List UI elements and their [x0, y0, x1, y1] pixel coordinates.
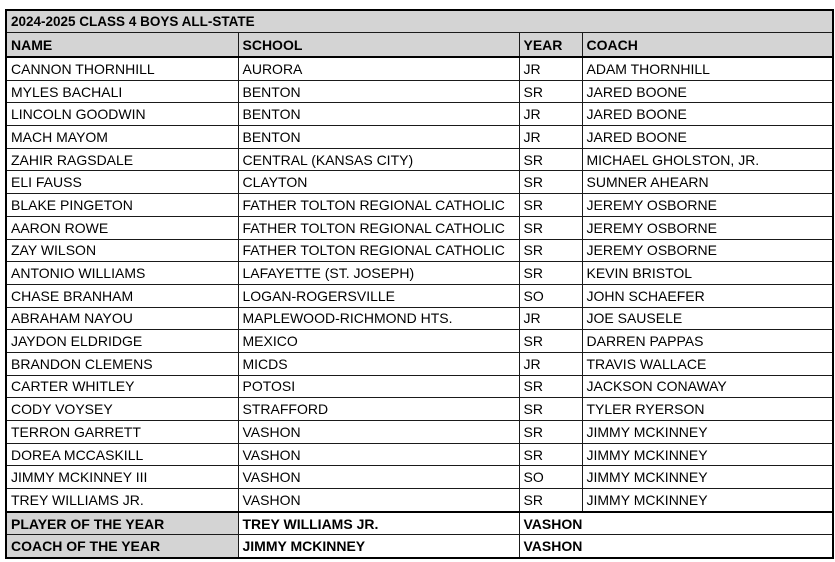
year-cell: JR	[519, 57, 582, 80]
table-row	[6, 262, 833, 285]
player-name-cell: CARTER WHITLEY	[6, 375, 238, 398]
year-cell: SO	[519, 466, 582, 489]
school-cell: FATHER TOLTON REGIONAL CATHOLIC	[238, 216, 519, 239]
award-school: VASHON	[519, 535, 833, 558]
coach-cell: JEREMY OSBORNE	[582, 239, 833, 262]
player-name-cell: BRANDON CLEMENS	[6, 352, 238, 375]
award-winner: JIMMY MCKINNEY	[238, 535, 519, 558]
table-row	[6, 148, 833, 171]
school-cell: MICDS	[238, 352, 519, 375]
player-name-cell: ANTONIO WILLIAMS	[6, 262, 238, 285]
header-school: SCHOOL	[238, 33, 519, 58]
award-label: PLAYER OF THE YEAR	[6, 512, 238, 535]
year-cell: JR	[519, 307, 582, 330]
coach-cell: TYLER RYERSON	[582, 398, 833, 421]
table-row	[6, 216, 833, 239]
year-cell: SR	[519, 171, 582, 194]
table-row	[6, 489, 833, 512]
table-row	[6, 126, 833, 149]
all-state-table	[5, 9, 834, 559]
school-cell: MEXICO	[238, 330, 519, 353]
player-name-cell: CHASE BRANHAM	[6, 284, 238, 307]
school-cell: VASHON	[238, 466, 519, 489]
coach-cell: KEVIN BRISTOL	[582, 262, 833, 285]
table-row	[6, 57, 833, 80]
table-row	[6, 330, 833, 353]
title-row	[6, 10, 833, 33]
year-cell: JR	[519, 103, 582, 126]
year-cell: SR	[519, 330, 582, 353]
year-cell: SR	[519, 443, 582, 466]
coach-cell: JOHN SCHAEFER	[582, 284, 833, 307]
award-winner: TREY WILLIAMS JR.	[238, 512, 519, 535]
player-name-cell: CANNON THORNHILL	[6, 57, 238, 80]
player-name-cell: ABRAHAM NAYOU	[6, 307, 238, 330]
header-coach: COACH	[582, 33, 833, 58]
school-cell: CENTRAL (KANSAS CITY)	[238, 148, 519, 171]
header-name: NAME	[6, 33, 238, 58]
school-cell: BENTON	[238, 126, 519, 149]
coach-cell: JEREMY OSBORNE	[582, 216, 833, 239]
coach-cell: JIMMY MCKINNEY	[582, 489, 833, 512]
player-name-cell: DOREA MCCASKILL	[6, 443, 238, 466]
coach-cell: JIMMY MCKINNEY	[582, 443, 833, 466]
header-row	[6, 33, 833, 58]
coach-cell: JARED BOONE	[582, 126, 833, 149]
player-name-cell: MYLES BACHALI	[6, 80, 238, 103]
player-name-cell: LINCOLN GOODWIN	[6, 103, 238, 126]
award-row	[6, 535, 833, 558]
player-name-cell: TERRON GARRETT	[6, 421, 238, 444]
school-cell: AURORA	[238, 57, 519, 80]
school-cell: POTOSI	[238, 375, 519, 398]
coach-cell: JEREMY OSBORNE	[582, 194, 833, 217]
player-name-cell: JIMMY MCKINNEY III	[6, 466, 238, 489]
player-name-cell: ZAY WILSON	[6, 239, 238, 262]
school-cell: CLAYTON	[238, 171, 519, 194]
school-cell: STRAFFORD	[238, 398, 519, 421]
coach-cell: JOE SAUSELE	[582, 307, 833, 330]
school-cell: VASHON	[238, 443, 519, 466]
table-row	[6, 239, 833, 262]
coach-cell: DARREN PAPPAS	[582, 330, 833, 353]
table-row	[6, 194, 833, 217]
coach-cell: JIMMY MCKINNEY	[582, 466, 833, 489]
year-cell: SR	[519, 489, 582, 512]
table-row	[6, 352, 833, 375]
coach-cell: JIMMY MCKINNEY	[582, 421, 833, 444]
year-cell: SR	[519, 375, 582, 398]
player-name-cell: ELI FAUSS	[6, 171, 238, 194]
table-row	[6, 443, 833, 466]
school-cell: LOGAN-ROGERSVILLE	[238, 284, 519, 307]
header-year: YEAR	[519, 33, 582, 58]
school-cell: FATHER TOLTON REGIONAL CATHOLIC	[238, 239, 519, 262]
table-title: 2024-2025 CLASS 4 BOYS ALL-STATE	[6, 10, 833, 33]
year-cell: SO	[519, 284, 582, 307]
school-cell: LAFAYETTE (ST. JOSEPH)	[238, 262, 519, 285]
school-cell: BENTON	[238, 80, 519, 103]
award-label: COACH OF THE YEAR	[6, 535, 238, 558]
coach-cell: ADAM THORNHILL	[582, 57, 833, 80]
year-cell: SR	[519, 239, 582, 262]
year-cell: SR	[519, 148, 582, 171]
school-cell: BENTON	[238, 103, 519, 126]
year-cell: SR	[519, 80, 582, 103]
year-cell: SR	[519, 398, 582, 421]
school-cell: VASHON	[238, 489, 519, 512]
table-row	[6, 421, 833, 444]
award-row	[6, 512, 833, 535]
player-name-cell: CODY VOYSEY	[6, 398, 238, 421]
player-name-cell: TREY WILLIAMS JR.	[6, 489, 238, 512]
table-body	[6, 10, 833, 558]
table-row	[6, 307, 833, 330]
award-school: VASHON	[519, 512, 833, 535]
coach-cell: JACKSON CONAWAY	[582, 375, 833, 398]
player-name-cell: AARON ROWE	[6, 216, 238, 239]
player-name-cell: MACH MAYOM	[6, 126, 238, 149]
year-cell: JR	[519, 352, 582, 375]
table-row	[6, 375, 833, 398]
year-cell: SR	[519, 216, 582, 239]
table-row	[6, 171, 833, 194]
player-name-cell: ZAHIR RAGSDALE	[6, 148, 238, 171]
year-cell: JR	[519, 126, 582, 149]
table-row	[6, 80, 833, 103]
player-name-cell: JAYDON ELDRIDGE	[6, 330, 238, 353]
table-row	[6, 466, 833, 489]
year-cell: SR	[519, 262, 582, 285]
table-row	[6, 398, 833, 421]
coach-cell: TRAVIS WALLACE	[582, 352, 833, 375]
school-cell: FATHER TOLTON REGIONAL CATHOLIC	[238, 194, 519, 217]
coach-cell: JARED BOONE	[582, 80, 833, 103]
table-row	[6, 284, 833, 307]
coach-cell: SUMNER AHEARN	[582, 171, 833, 194]
coach-cell: MICHAEL GHOLSTON, JR.	[582, 148, 833, 171]
table-row	[6, 103, 833, 126]
coach-cell: JARED BOONE	[582, 103, 833, 126]
year-cell: SR	[519, 194, 582, 217]
player-name-cell: BLAKE PINGETON	[6, 194, 238, 217]
school-cell: MAPLEWOOD-RICHMOND HTS.	[238, 307, 519, 330]
school-cell: VASHON	[238, 421, 519, 444]
year-cell: SR	[519, 421, 582, 444]
